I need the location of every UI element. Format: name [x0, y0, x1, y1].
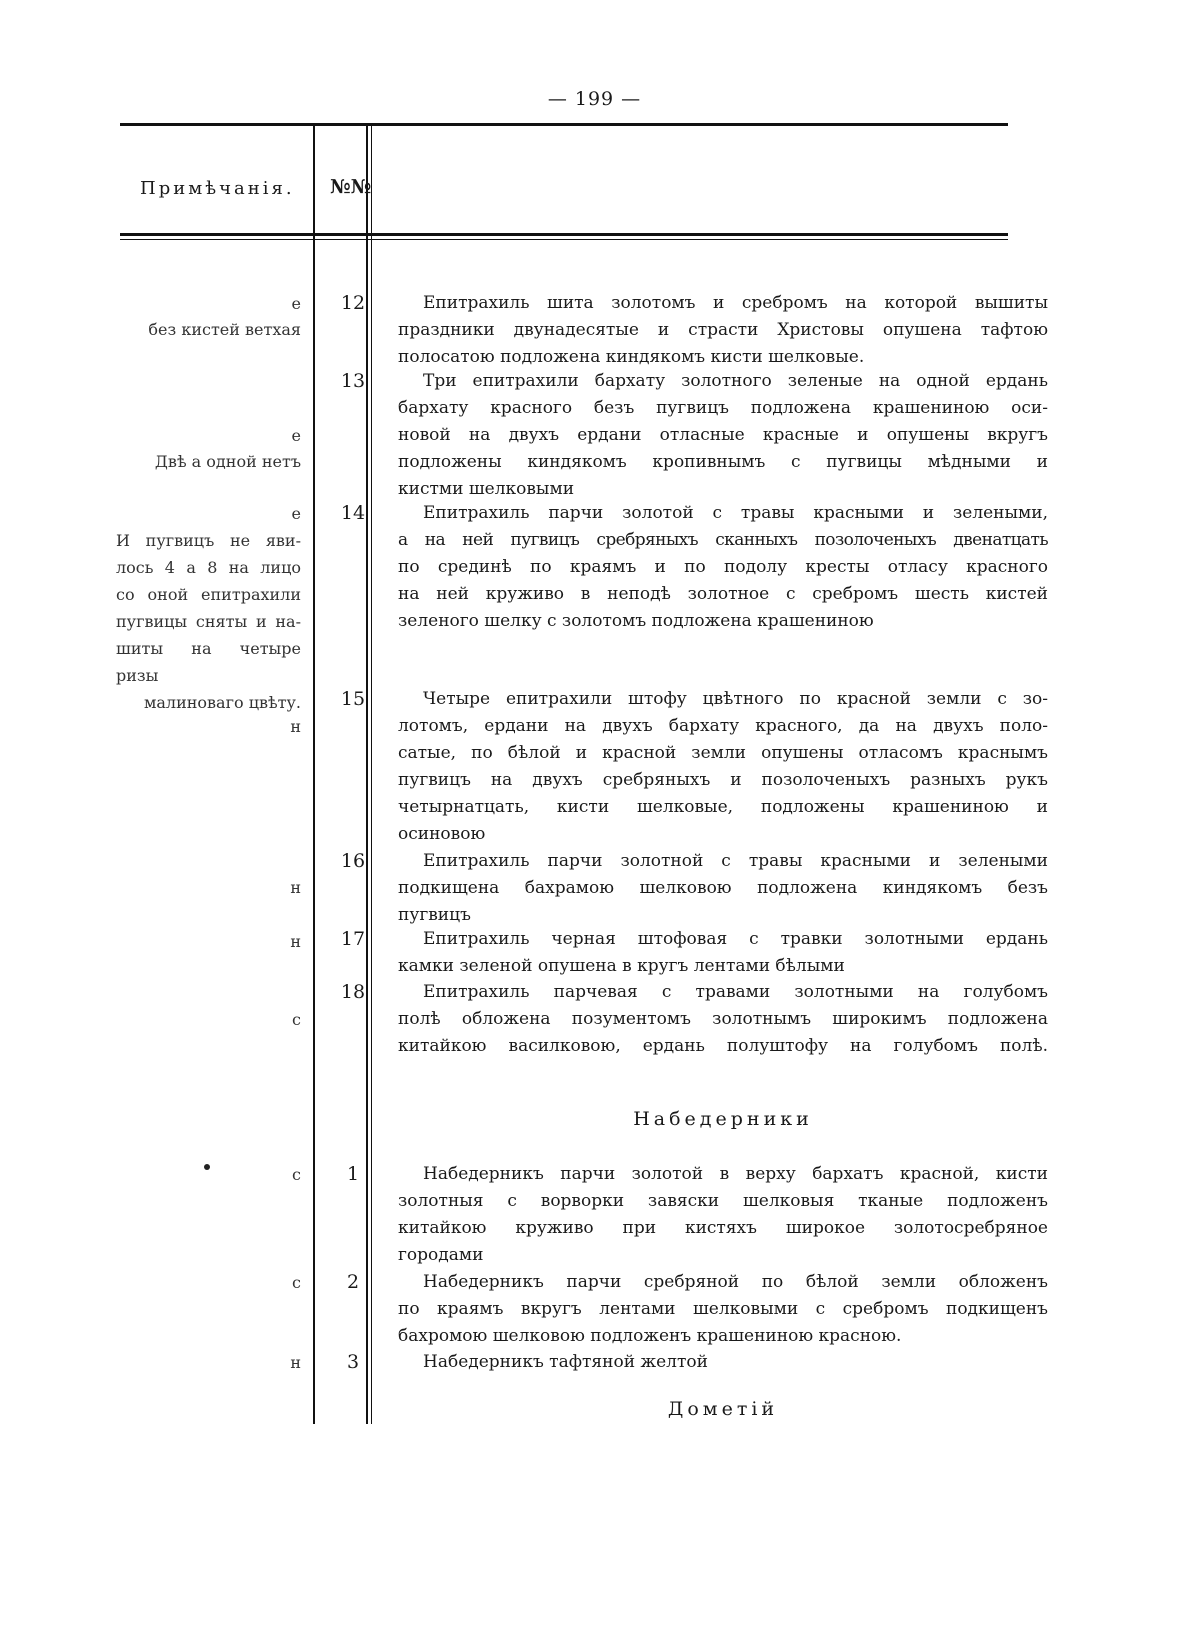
entry-line: пугвицъ	[398, 905, 471, 925]
note-14-line: со оной епитрахили	[116, 585, 301, 604]
entry-line: кистми шелковыми	[398, 479, 575, 499]
note-nabedernik-3-mark: н	[290, 1353, 301, 1372]
note-12-text: без кистей ветхая	[148, 320, 301, 339]
note-13-text: Двѣ а одной нетъ	[154, 452, 301, 471]
note-nabedernik-2-mark: с	[292, 1273, 301, 1292]
entry-line: полосатою подложена киндякомъ кисти шелковые.	[398, 347, 865, 367]
note-14-line: малиноваго цвѣту.	[143, 693, 301, 712]
entry-line: а на ней пугвицъ сребряныхъ сканныхъ позолоченыхъ двенатцать	[398, 530, 1048, 550]
entry-line: золотныя с ворворки завяски шелковыя тканые подложенъ	[398, 1191, 1048, 1211]
note-nabedernik-1-mark: с	[292, 1165, 301, 1184]
header-bottom-rule	[120, 233, 1008, 236]
entry-line: Набедерникъ тафтяной желтой	[423, 1352, 708, 1372]
number-column-divider-double	[371, 126, 372, 1424]
note-13-mark: е	[291, 426, 301, 445]
entry-number: 17	[340, 928, 366, 950]
entry-number: 13	[340, 370, 366, 392]
section-heading-nabederniki: Набедерники	[633, 1108, 813, 1130]
entry-16	[398, 848, 1048, 929]
notes-column-divider	[313, 126, 315, 1424]
entry-line: Набедерникъ парчи сребряной по бѣлой земли обложенъ	[423, 1272, 1048, 1292]
entry-number: 15	[340, 688, 366, 710]
note-14-line: шиты на четыре ризы	[116, 639, 301, 685]
entry-18	[398, 979, 1048, 1060]
note-14-mark: е	[291, 504, 301, 523]
entry-line: праздники двунадесятые и страсти Христовы опушена тафтою	[398, 320, 1048, 340]
note-14-line: И пугвицъ не яви-	[116, 531, 301, 550]
note-17-mark: н	[290, 932, 301, 951]
page-number: — 199 —	[547, 88, 642, 110]
nabedernik-2	[398, 1269, 1048, 1350]
note-14-text	[116, 527, 301, 716]
nabedernik-3	[398, 1349, 1048, 1376]
entry-line: Епитрахиль парчи золотой с травы красными и зелеными,	[423, 503, 1048, 523]
nabedernik-1	[398, 1161, 1048, 1269]
entry-line: по краямъ вкругъ лентами шелковыми с сребромъ подкищенъ	[398, 1299, 1048, 1319]
note-12-mark: е	[291, 294, 301, 313]
entry-number: 3	[346, 1351, 360, 1373]
entry-line: Набедерникъ парчи золотой в верху бархатъ красной, кисти	[423, 1164, 1048, 1184]
entry-line: подкищена бахрамою шелковою подложена киндякомъ безъ	[398, 878, 1048, 898]
entry-line: четырнатцать, кисти шелковые, подложены крашениною и	[398, 797, 1048, 817]
entry-line: полѣ обложена позументомъ золотнымъ широкимъ подложена	[398, 1009, 1048, 1029]
entry-line: Епитрахиль черная штофовая с травки золотными ердань	[423, 929, 1048, 949]
entry-number: 12	[340, 292, 366, 314]
entry-line: Епитрахиль парчи золотной с травы красными и зелеными	[423, 851, 1048, 871]
entry-number: 16	[340, 850, 366, 872]
entry-line: бархату красного безъ пугвицъ подложена крашениною оси-	[398, 398, 1048, 418]
entry-17	[398, 926, 1048, 980]
entry-line: подложены киндякомъ кропивнымъ с пугвицы мѣдными и	[398, 452, 1048, 472]
entry-line: сатые, по бѣлой и красной земли опушены отласомъ краснымъ	[398, 743, 1048, 763]
note-15-mark: н	[290, 717, 301, 736]
stray-dot-mark	[204, 1164, 210, 1170]
entry-number: 18	[340, 981, 366, 1003]
entry-line: Епитрахиль шита золотомъ и сребромъ на которой вышиты	[423, 293, 1048, 313]
entry-line: Епитрахиль парчевая с травами золотными на голубомъ	[423, 982, 1048, 1002]
entry-number: 14	[340, 502, 366, 524]
number-column-divider	[366, 126, 368, 1424]
entry-line: Четыре епитрахили штофу цвѣтного по красной земли с зо-	[423, 689, 1048, 709]
entry-line: китайкою василковою, ердань полуштофу на голубомъ полѣ.	[398, 1036, 1048, 1056]
entry-15	[398, 686, 1048, 848]
entry-line: по срединѣ по краямъ и по подолу кресты отласу красного	[398, 557, 1048, 577]
note-14-line: пугвицы сняты и на-	[116, 612, 301, 631]
section-heading-dometiy: Дометій	[667, 1398, 779, 1420]
entry-line: пугвицъ на двухъ сребряныхъ и позолоченыхъ разныхъ рукъ	[398, 770, 1048, 790]
entry-line: зеленого шелку с золотомъ подложена крашениною	[398, 611, 874, 631]
entry-line: китайкою круживо при кистяхъ широкое золотосребряное	[398, 1218, 1048, 1238]
entry-number: 2	[346, 1271, 360, 1293]
notes-column-header: Примѣчанія.	[140, 178, 295, 199]
entry-14	[398, 500, 1048, 635]
entry-12	[398, 290, 1048, 371]
entry-line: лотомъ, ердани на двухъ бархату красного, да на двухъ поло-	[398, 716, 1048, 736]
entry-line: новой на двухъ ердани отласные красные и опушены вкругъ	[398, 425, 1048, 445]
entry-line: городами	[398, 1245, 484, 1265]
entry-line: на ней круживо в неподѣ золотное с сребромъ шесть кистей	[398, 584, 1048, 604]
entry-13	[398, 368, 1048, 503]
note-14-line: лось 4 а 8 на лицо	[116, 558, 301, 577]
entry-number: 1	[346, 1163, 360, 1185]
note-16-mark: н	[290, 878, 301, 897]
note-18-mark: с	[292, 1010, 301, 1029]
entry-line: бахромою шелковою подложенъ крашениною красною.	[398, 1326, 902, 1346]
entry-line: Три епитрахили бархату золотного зеленые на одной ердань	[423, 371, 1048, 391]
entry-line: камки зеленой опушена в кругъ лентами бѣлыми	[398, 956, 845, 976]
header-bottom-rule-thin	[120, 239, 1008, 240]
number-column-header: №№	[330, 176, 372, 198]
header-top-rule	[120, 123, 1008, 126]
entry-line: осиновою	[398, 824, 486, 844]
